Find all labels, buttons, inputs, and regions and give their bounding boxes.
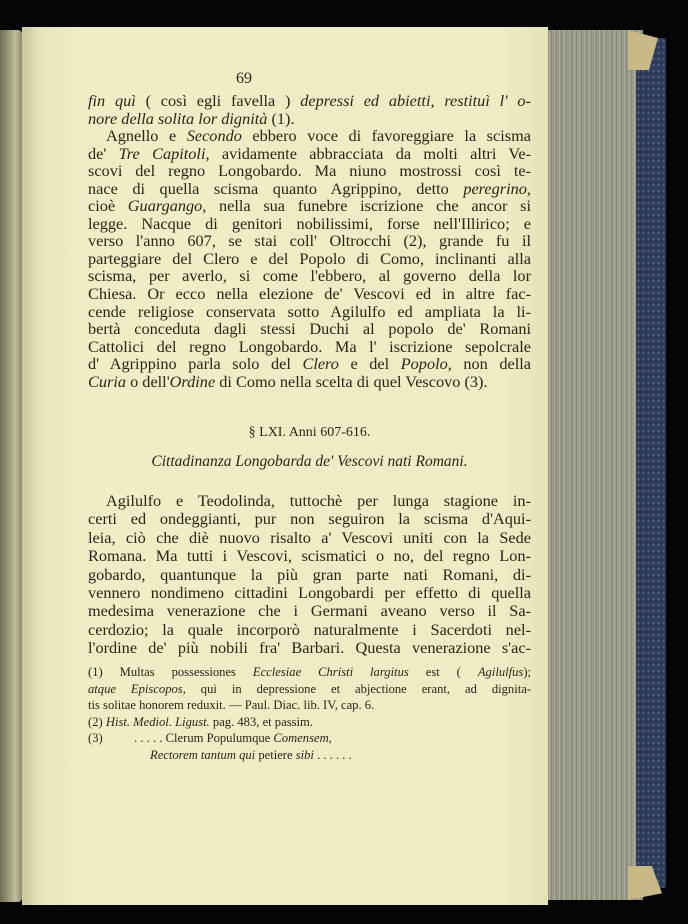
italic-text: sibi <box>295 747 314 762</box>
text-segment: verso l'anno 607, se stai coll' Oltrocchi (2), grande fu il <box>88 231 531 251</box>
footnote-line <box>88 730 531 747</box>
text-segment: parteggiare del Clero e del Popolo di Como, inclinanti alla <box>88 248 531 268</box>
text-segment: ); <box>523 665 532 679</box>
text-line <box>88 285 531 303</box>
text-segment: , <box>526 178 531 198</box>
text-segment: , avidamente abbracciata da molti altri Ve- <box>205 143 532 163</box>
italic-text: depressi ed abietti, restituì l' o- <box>300 91 531 110</box>
italic-text: Comensem, <box>273 731 332 746</box>
footnote-line <box>88 714 531 731</box>
text-segment: petiere <box>255 747 296 762</box>
text-segment: d' Agrippino parla solo del <box>88 354 303 374</box>
italic-text: nore della solita lor dignità <box>88 108 268 128</box>
text-segment: Chiesa. Or ecco nella elezione de' Vescovi ed in altre fac- <box>88 284 531 304</box>
text-line <box>88 232 531 250</box>
text-line <box>88 529 531 547</box>
footnotes <box>88 664 531 764</box>
text-segment: . . . . . . <box>313 747 352 762</box>
section-heading: § LXI. Anni 607-616. <box>248 425 371 440</box>
text-line <box>88 584 531 602</box>
text-segment: de' <box>88 143 119 163</box>
text-segment: (1). <box>267 108 295 128</box>
text-line <box>88 267 531 285</box>
italic-text: Rectorem tantum qui <box>150 747 256 762</box>
text-segment: vennero nondimeno cittadini Longobardi per effetto di quella <box>88 583 531 603</box>
book-cover <box>636 38 666 888</box>
text-line <box>88 197 531 215</box>
text-line <box>88 602 531 620</box>
text-line <box>88 547 531 565</box>
italic-text: peregrino <box>463 178 527 198</box>
text-segment: Cattolici del regno Longobardo. Ma l' iscrizione sepolcrale <box>88 336 531 356</box>
italic-text: Ordine <box>169 371 216 391</box>
paragraph-2 <box>88 492 531 658</box>
text-segment: e del <box>338 354 401 374</box>
text-line <box>88 303 531 321</box>
text-segment: Agnello e <box>106 126 187 146</box>
italic-text: Guargango, <box>127 196 207 216</box>
text-segment: cende religiose conservata sotto Agilulfo ed ampliata la li- <box>88 301 531 321</box>
page-edges-stack <box>543 30 643 900</box>
text-segment: cerdozio; la quale incorporò naturalmente i Sacerdoti nel- <box>88 619 531 639</box>
text-segment: o dell' <box>126 371 170 391</box>
footnote-line <box>88 697 531 714</box>
text-line <box>88 621 531 639</box>
previous-page-edge <box>0 30 22 902</box>
text-segment: (3) . . . . . Clerum Populumque <box>88 731 274 746</box>
text-segment: est ( <box>408 665 478 679</box>
text-line <box>88 215 531 233</box>
text-segment: Romana. Ma tutti i Vescovi, scismatici o no, del regno Lon- <box>88 546 531 566</box>
footnote-line <box>88 681 531 698</box>
text-line <box>88 250 531 268</box>
text-segment: nace di quella scisma quanto Agrippino, detto <box>88 178 464 198</box>
text-line <box>88 510 531 528</box>
italic-text: Clero <box>302 354 339 374</box>
section-subtitle: Cittadinanza Longobarda de' Vescovi nati Romani. <box>151 453 468 470</box>
text-segment: pag. 483, et passim. <box>209 714 313 729</box>
footnote-line <box>88 664 531 681</box>
text-segment: gobardo, quantunque la più gran parte nati Romani, di- <box>88 564 531 584</box>
text-line <box>88 110 531 128</box>
italic-text: Curia <box>88 371 127 391</box>
text-segment: scovi del regno Longobardo. Ma niuno mostrossi così te- <box>88 161 531 181</box>
text-line <box>88 566 531 584</box>
italic-text: atque Episcopos, <box>88 681 186 696</box>
text-segment: bertà conceduta dagli stessi Duchi al popolo de' Romani <box>88 319 531 339</box>
text-line <box>88 373 531 391</box>
text-line <box>88 492 531 510</box>
text-segment: (2) <box>88 714 106 729</box>
text-segment: scisma, per averlo, si come l'ebbero, al governo della lor <box>88 266 531 286</box>
text-segment: leia, ciò che diè nuovo risalto a' Vescovi uniti con la Sede <box>88 527 531 547</box>
text-segment: l'ordine de' più nobili fra' Barbari. Questa venerazione s'ac- <box>88 638 531 658</box>
text-segment: Agilulfo e Teodolinda, tuttochè per lunga stagione in- <box>106 491 531 510</box>
footnote-line <box>88 747 531 764</box>
text-line <box>88 639 531 657</box>
text-line <box>88 338 531 356</box>
text-line <box>88 320 531 338</box>
italic-text: Popolo <box>400 354 448 374</box>
text-segment: certi ed ondeggianti, pur non seguiron la scisma d'Aqui- <box>88 509 531 529</box>
text-segment: legge. Nacque di genitori nobilissimi, forse nell'Illirico; e <box>88 213 531 233</box>
text-segment: qui in depressione et abjectione erant, ad dignita- <box>185 681 531 696</box>
text-line <box>88 92 531 110</box>
text-segment: medesima venerazione che i Germani aveano verso il Sa- <box>88 601 531 621</box>
text-line <box>88 180 531 198</box>
text-segment: ( così egli favella ) <box>135 91 301 110</box>
paragraph-1 <box>88 92 531 390</box>
text-line <box>88 145 531 163</box>
italic-text: Tre Capitoli <box>118 143 206 163</box>
text-segment: ebbero voce di favoreggiare la scisma <box>241 126 531 146</box>
italic-text: Secondo <box>186 126 242 146</box>
italic-text: Hist. Mediol. Ligust. <box>105 714 210 729</box>
text-line <box>88 162 531 180</box>
text-segment: tis solitae honorem reduxit. — Paul. Diac. lib. IV, cap. 6. <box>88 698 375 713</box>
text-segment: di Como nella scelta di quel Vescovo (3). <box>215 371 488 391</box>
text-line <box>88 127 531 145</box>
page-number: 69 <box>236 70 252 87</box>
text-segment: (1) Multas possessiones <box>88 665 253 679</box>
text-line <box>88 355 531 373</box>
italic-text: fin quì <box>88 91 136 110</box>
text-segment: cioè <box>88 196 128 216</box>
text-segment: nella sua funebre iscrizione che ancor si <box>206 196 532 216</box>
italic-text: Agilulfus <box>477 665 524 679</box>
text-segment: , non della <box>447 354 531 374</box>
italic-text: Ecclesiae Christi largitus <box>252 665 409 679</box>
